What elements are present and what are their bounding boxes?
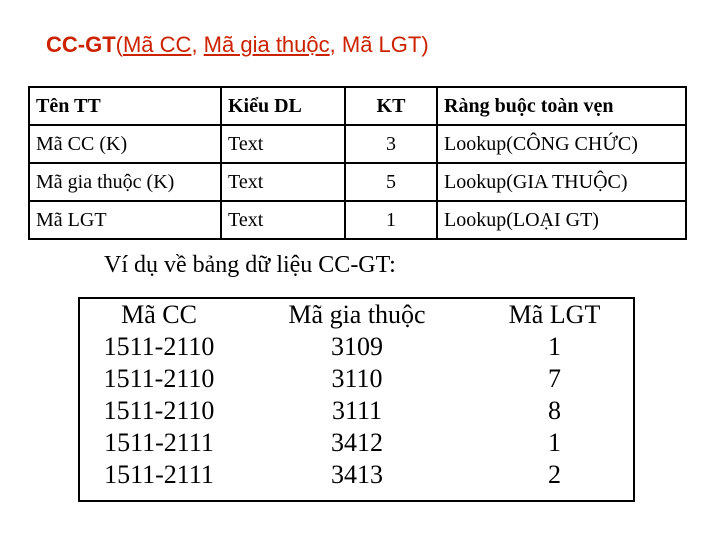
title-separator: , xyxy=(191,32,204,57)
schema-cell: Lookup(GIA THUỘC) xyxy=(437,163,686,201)
schema-cell: 3 xyxy=(345,125,437,163)
schema-cell: Mã LGT xyxy=(29,201,221,239)
example-cell: 3109 xyxy=(331,332,383,361)
schema-cell: Mã CC (K) xyxy=(29,125,221,163)
schema-table xyxy=(28,86,687,240)
schema-header-cell: Tên TT xyxy=(29,87,221,125)
example-cell: 1511-2110 xyxy=(103,396,215,425)
title-field-ma-gia-thuoc: Mã gia thuộc xyxy=(203,32,330,57)
schema-cell: Lookup(LOẠI GT) xyxy=(437,201,686,239)
schema-cell: Text xyxy=(221,163,345,201)
example-header-cell: Mã gia thuộc xyxy=(288,300,426,329)
example-cell: 3110 xyxy=(331,364,383,393)
example-cell: 1511-2111 xyxy=(104,428,214,457)
example-cell: 3412 xyxy=(331,428,383,457)
title-open-paren: ( xyxy=(115,32,123,57)
example-cell: 7 xyxy=(548,364,561,393)
schema-header-cell: Kiểu DL xyxy=(221,87,345,125)
schema-cell: 5 xyxy=(345,163,437,201)
schema-cell: 1 xyxy=(345,201,437,239)
schema-cell: Lookup(CÔNG CHỨC) xyxy=(437,125,686,163)
example-cell: 3413 xyxy=(331,460,383,489)
example-column-ma-cc xyxy=(80,299,238,500)
title-field-ma-lgt: , Mã LGT) xyxy=(329,32,429,57)
example-cell: 1 xyxy=(548,332,561,361)
schema-header-row xyxy=(29,87,686,125)
example-cell: 8 xyxy=(548,396,561,425)
schema-row xyxy=(29,163,686,201)
example-cell: 3111 xyxy=(331,396,383,425)
title-field-ma-cc: Mã CC xyxy=(122,32,192,57)
example-cell: 1511-2110 xyxy=(103,364,215,393)
schema-row xyxy=(29,201,686,239)
example-header-cell: Mã LGT xyxy=(508,300,601,329)
example-cell: 1 xyxy=(548,428,561,457)
schema-row xyxy=(29,125,686,163)
schema-header-cell: Ràng buộc toàn vẹn xyxy=(437,87,686,125)
schema-cell: Text xyxy=(221,201,345,239)
example-cell: 2 xyxy=(548,460,561,489)
example-caption: Ví dụ về bảng dữ liệu CC-GT: xyxy=(104,252,396,278)
example-cell: 1511-2110 xyxy=(103,332,215,361)
example-cell: 1511-2111 xyxy=(104,460,214,489)
title-prefix: CC-GT xyxy=(46,32,116,57)
schema-cell: Text xyxy=(221,125,345,163)
page-title xyxy=(46,32,429,58)
schema-cell: Mã gia thuộc (K) xyxy=(29,163,221,201)
example-column-ma-lgt xyxy=(476,299,633,500)
example-table xyxy=(78,297,635,502)
example-column-ma-gia-thuoc xyxy=(238,299,476,500)
schema-header-cell: KT xyxy=(345,87,437,125)
example-header-cell: Mã CC xyxy=(121,300,197,329)
